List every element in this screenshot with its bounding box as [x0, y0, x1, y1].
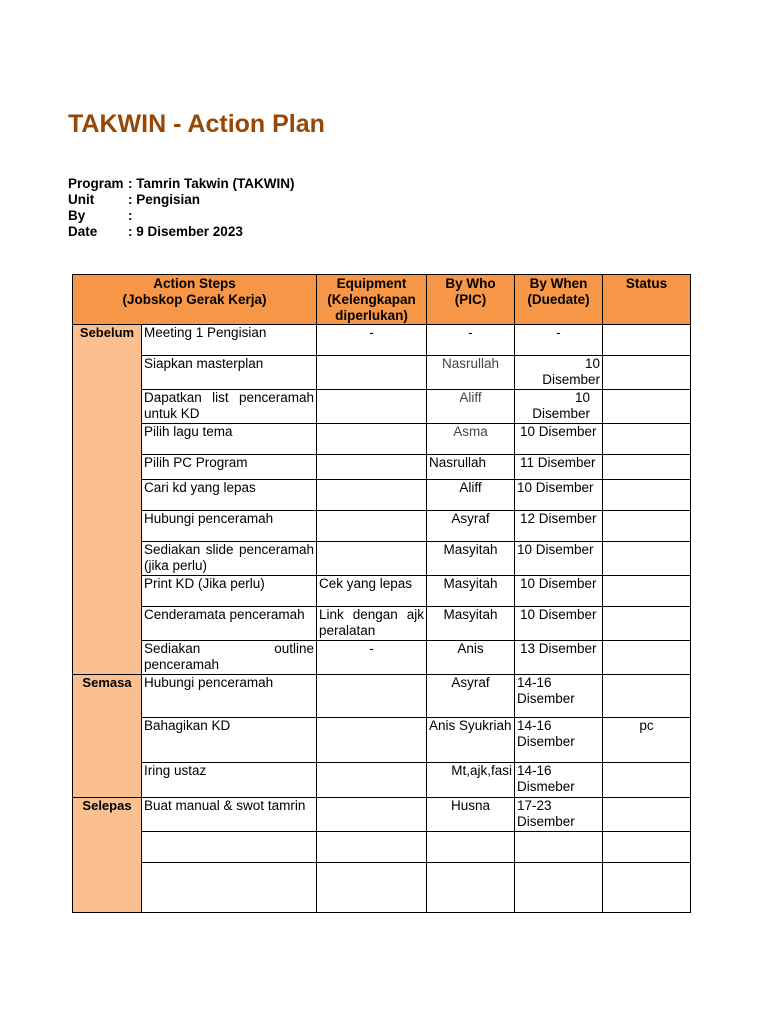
header-status: Status	[603, 275, 691, 325]
meta-key: Date	[68, 224, 98, 239]
step-cell: Iring ustaz	[142, 763, 317, 798]
status-cell: pc	[603, 718, 691, 763]
status-cell	[603, 455, 691, 480]
status-cell	[603, 863, 691, 913]
pic-cell: Masyitah	[427, 607, 515, 641]
status-cell	[603, 542, 691, 576]
status-cell	[603, 390, 691, 424]
status-cell	[603, 576, 691, 607]
meta-value: Pengisian	[136, 192, 201, 207]
pic-cell: Asyraf	[427, 511, 515, 542]
status-cell	[603, 641, 691, 675]
equipment-cell	[317, 863, 427, 913]
duedate-cell: 12 Disember	[515, 511, 603, 542]
step-cell: Buat manual & swot tamrin	[142, 798, 317, 832]
duedate-cell: 14-16 Dismeber	[515, 763, 603, 798]
pic-cell: Asyraf	[427, 675, 515, 718]
duedate-cell	[515, 863, 603, 913]
meta-row-program	[68, 176, 295, 192]
phase-label-semasa: Semasa	[73, 675, 142, 798]
duedate-cell: 10 Disember	[515, 607, 603, 641]
duedate-cell: 10 Disember	[515, 424, 603, 455]
meta-row-by	[68, 208, 295, 224]
phase-label-sebelum: Sebelum	[73, 325, 142, 675]
duedate-cell	[515, 832, 603, 863]
equipment-cell	[317, 455, 427, 480]
duedate-cell: 10 Disember	[515, 480, 603, 511]
duedate-cell: 11 Disember	[515, 455, 603, 480]
table-row	[73, 480, 691, 511]
status-cell	[603, 424, 691, 455]
table-row	[73, 424, 691, 455]
equipment-cell	[317, 798, 427, 832]
table-row	[73, 641, 691, 675]
pic-cell: Aliff	[427, 480, 515, 511]
equipment-cell	[317, 390, 427, 424]
pic-cell: Asma	[427, 424, 515, 455]
duedate-cell: 13 Disember	[515, 641, 603, 675]
pic-cell: Anis Syukriah	[427, 718, 515, 763]
table-row	[73, 542, 691, 576]
pic-cell: Nasrullah	[427, 455, 515, 480]
meta-row-unit	[68, 192, 295, 208]
step-cell: Bahagikan KD	[142, 718, 317, 763]
header-by-when: By When (Duedate)	[515, 275, 603, 325]
phase-label-selepas: Selepas	[73, 798, 142, 913]
equipment-cell	[317, 424, 427, 455]
meta-value: 9 Disember 2023	[136, 224, 243, 239]
table-row	[73, 455, 691, 480]
pic-cell	[427, 863, 515, 913]
table-row	[73, 576, 691, 607]
meta-row-date	[68, 224, 295, 240]
table-row	[73, 607, 691, 641]
equipment-cell: -	[317, 325, 427, 356]
status-cell	[603, 763, 691, 798]
step-cell: Pilih lagu tema	[142, 424, 317, 455]
header-by-who: By Who (PIC)	[427, 275, 515, 325]
table-row	[73, 718, 691, 763]
meta-sep: :	[128, 224, 133, 239]
status-cell	[603, 832, 691, 863]
step-cell: Hubungi penceramah	[142, 675, 317, 718]
step-cell: Cenderamata penceramah	[142, 607, 317, 641]
step-cell: Cari kd yang lepas	[142, 480, 317, 511]
pic-cell: -	[427, 325, 515, 356]
meta-sep: :	[128, 176, 133, 191]
pic-cell: Aliff	[427, 390, 515, 424]
meta-key: Unit	[68, 192, 95, 207]
status-cell	[603, 798, 691, 832]
status-cell	[603, 511, 691, 542]
duedate-cell: 10 Disember	[515, 356, 603, 390]
duedate-cell: -	[515, 325, 603, 356]
status-cell	[603, 325, 691, 356]
program-info	[68, 176, 295, 240]
table-row	[73, 325, 691, 356]
pic-cell	[427, 832, 515, 863]
equipment-cell	[317, 675, 427, 718]
pic-cell: Mt,ajk,fasi	[427, 763, 515, 798]
equipment-cell: Link dengan ajk peralatan	[317, 607, 427, 641]
step-cell	[142, 863, 317, 913]
status-cell	[603, 607, 691, 641]
meta-key: Program	[68, 176, 124, 191]
equipment-cell	[317, 480, 427, 511]
table-row	[73, 356, 691, 390]
equipment-cell: -	[317, 641, 427, 675]
header-action-steps: Action Steps (Jobskop Gerak Kerja)	[73, 275, 317, 325]
pic-cell: Masyitah	[427, 542, 515, 576]
table-row	[73, 832, 691, 863]
duedate-cell: 17-23 Disember	[515, 798, 603, 832]
meta-key: By	[68, 208, 86, 223]
table-row	[73, 511, 691, 542]
step-cell: Print KD (Jika perlu)	[142, 576, 317, 607]
duedate-cell: 10 Disember	[515, 542, 603, 576]
step-cell: Siapkan masterplan	[142, 356, 317, 390]
equipment-cell	[317, 718, 427, 763]
status-cell	[603, 480, 691, 511]
status-cell	[603, 356, 691, 390]
duedate-cell: 10 Disember	[515, 390, 603, 424]
page-title: TAKWIN - Action Plan	[68, 110, 325, 138]
step-cell: Pilih PC Program	[142, 455, 317, 480]
meta-sep: :	[128, 208, 133, 223]
step-cell	[142, 832, 317, 863]
duedate-cell: 14-16 Disember	[515, 718, 603, 763]
pic-cell: Husna	[427, 798, 515, 832]
equipment-cell	[317, 832, 427, 863]
table-row	[73, 863, 691, 913]
meta-sep: :	[128, 192, 133, 207]
table-row	[73, 798, 691, 832]
pic-cell: Masyitah	[427, 576, 515, 607]
equipment-cell	[317, 542, 427, 576]
equipment-cell: Cek yang lepas	[317, 576, 427, 607]
duedate-cell: 10 Disember	[515, 576, 603, 607]
equipment-cell	[317, 511, 427, 542]
pic-cell: Nasrullah	[427, 356, 515, 390]
duedate-cell: 14-16 Disember	[515, 675, 603, 718]
table-row	[73, 390, 691, 424]
pic-cell: Anis	[427, 641, 515, 675]
table-row	[73, 675, 691, 718]
step-cell: Hubungi penceramah	[142, 511, 317, 542]
equipment-cell	[317, 763, 427, 798]
step-cell: Sediakan slide penceramah (jika perlu)	[142, 542, 317, 576]
step-cell: Meeting 1 Pengisian	[142, 325, 317, 356]
step-cell: Sediakan outline penceramah	[142, 641, 317, 675]
meta-value: Tamrin Takwin (TAKWIN)	[136, 176, 295, 191]
table-row	[73, 763, 691, 798]
header-equipment: Equipment (Kelengkapan diperlukan)	[317, 275, 427, 325]
step-cell: Dapatkan list penceramah untuk KD	[142, 390, 317, 424]
status-cell	[603, 675, 691, 718]
action-plan-table	[72, 274, 691, 913]
equipment-cell	[317, 356, 427, 390]
